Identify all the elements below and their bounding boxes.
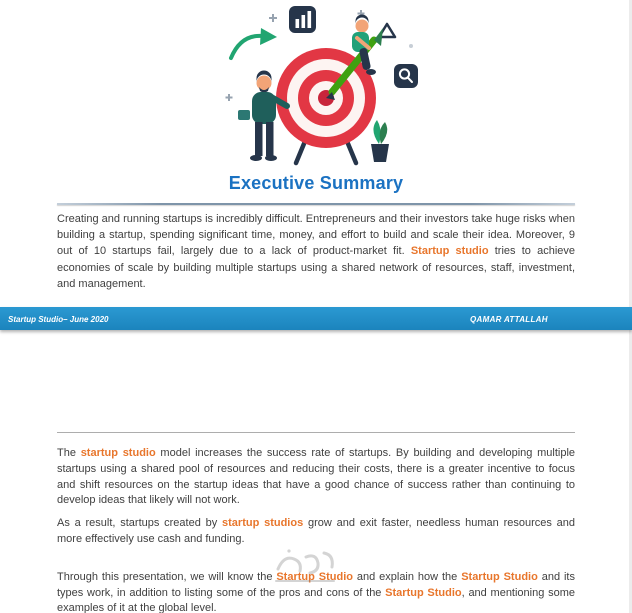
slide-footer-bar	[0, 307, 632, 330]
second-section	[57, 446, 575, 613]
paragraph-text: tries to achieve economies of scale by building multiple startups using a shared network of resources, staff, investment, and management.	[57, 245, 575, 290]
section-divider	[57, 432, 575, 433]
paragraph-text: Creating and running startups is incredibly difficult. Entrepreneurs and their investors take huge risks when building a startup, spending significant time, money, and effort to build and scale their idea. Moreover, 9 out of 10 startups fail, largely due to a lack of product-market fit.	[57, 213, 575, 258]
header-illustration	[211, 6, 421, 173]
page-title: Executive Summary	[228, 173, 404, 193]
magnifier-icon	[394, 64, 418, 88]
footer-date-label: Startup Studio– June 2020	[8, 315, 109, 324]
startup-studio-highlight: Startup studio	[410, 245, 489, 258]
startup-studio-highlight: Startup Studio	[385, 586, 462, 599]
startup-studio-highlight: startup studio	[80, 447, 156, 459]
paragraph	[57, 516, 575, 548]
paragraph-text: As a result, startups created by	[57, 517, 223, 530]
paragraph	[57, 446, 575, 509]
footer-author-label: QAMAR ATTALLAH	[470, 315, 548, 324]
paragraph-text: and explain how the	[352, 570, 462, 583]
growth-arrow-icon	[231, 28, 277, 58]
paragraph-text: model increases the success rate of startups. By building and developing multiple startups using a shared pool of resources and reducing their costs, there is a greater incentive to focus and shift resources on the startup ideas that have a good chance of success rather than continuing to develop ideas that likely will not work.	[57, 447, 576, 507]
paragraph-text: Through this presentation, we will know the	[57, 570, 277, 583]
plant-illustration	[371, 120, 389, 162]
dot-decoration	[409, 44, 413, 48]
paragraph-text: and its types work, in addition to listing some of the pros and cons of the	[57, 570, 575, 599]
paragraph-text: grow and exit faster, needless human resources and more effectively use cash and funding.	[57, 517, 575, 545]
heading-divider	[57, 203, 575, 205]
startup-studio-highlight: Startup Studio	[276, 570, 353, 583]
bar-chart-icon	[289, 6, 316, 33]
startup-studios-highlight: startup studios	[222, 517, 304, 530]
people-hitting-target-with-dart-illustration	[211, 6, 421, 168]
paragraph-text: , and mentioning some examples of it at the global level.	[57, 586, 575, 613]
startup-studio-highlight: Startup Studio	[461, 570, 538, 583]
paragraph	[57, 570, 575, 613]
executive-summary-paragraph	[57, 211, 575, 292]
paragraph-text: The	[57, 447, 81, 459]
